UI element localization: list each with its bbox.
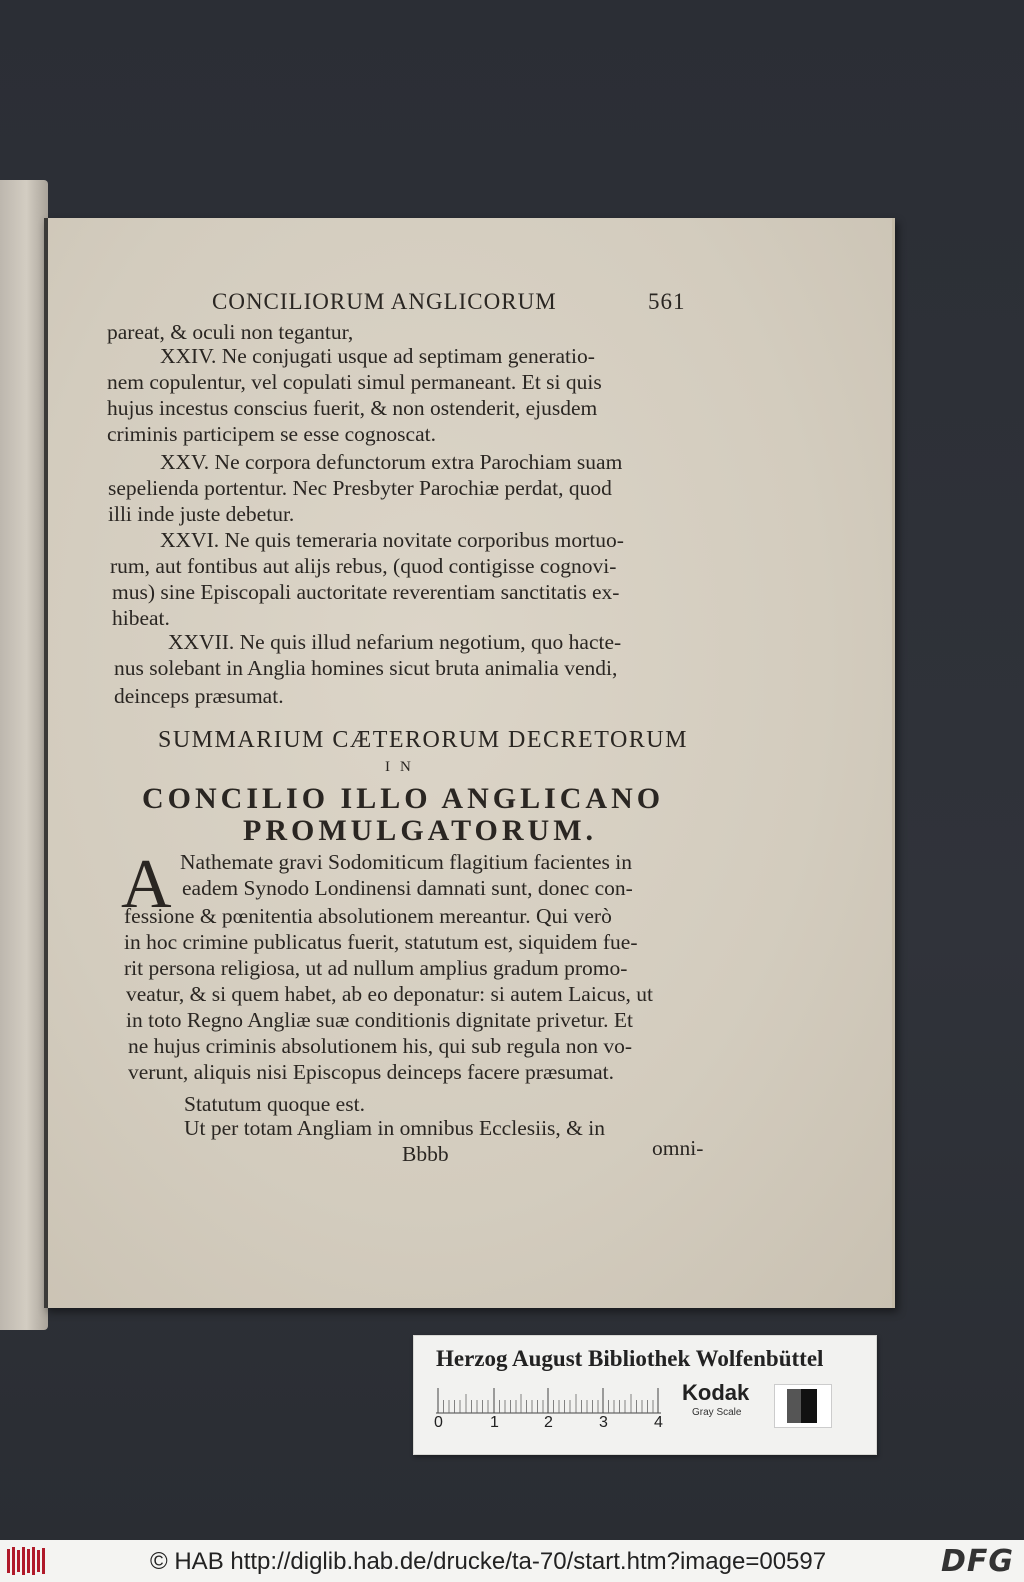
text-line: Ut per totam Angliam in omnibus Ecclesiis, & in — [184, 1116, 605, 1140]
text-line: pareat, & oculi non tegantur, — [107, 320, 354, 344]
text-line: rit persona religiosa, ut ad nullum amplius gradum promo- — [124, 956, 628, 980]
facing-page-edge — [0, 180, 48, 1330]
ruler-label: 0 — [434, 1414, 443, 1431]
text-line: Nathemate gravi Sodomiticum flagitium facientes in — [180, 850, 632, 874]
text-line: mus) sine Episcopali auctoritate reverentiam sanctitatis ex- — [112, 580, 620, 604]
ruler-scale — [436, 1384, 666, 1414]
text-line: hujus incestus conscius fuerit, & non ostenderit, ejusdem — [107, 396, 598, 420]
footer-url: © HAB http://diglib.hab.de/drucke/ta-70/start.htm?image=00597 — [150, 1548, 827, 1575]
text-line: XXVII. Ne quis illud nefarium negotium, quo hacte- — [168, 630, 622, 654]
text-line: nus solebant in Anglia homines sicut bruta animalia vendi, — [114, 656, 618, 680]
drop-cap: A — [121, 846, 172, 923]
text-line: Statutum quoque est. — [184, 1092, 365, 1116]
text-line: illi inde juste debetur. — [108, 502, 295, 526]
section-heading-line-1: SUMMARIUM CÆTERORUM DECRETORUM — [158, 727, 688, 753]
gray-scale-swatch — [774, 1384, 832, 1428]
section-heading-line-3: CONCILIO ILLO ANGLICANO — [142, 782, 665, 815]
text-line: XXVI. Ne quis temeraria novitate corporibus mortuo- — [160, 528, 624, 552]
text-line: XXV. Ne corpora defunctorum extra Parochiam suam — [160, 450, 623, 474]
gray-scale-label: Gray Scale — [692, 1407, 742, 1418]
running-head: CONCILIORUM ANGLICORUM — [212, 289, 557, 314]
section-heading-line-4: PROMULGATORUM. — [243, 814, 598, 847]
text-line: veatur, & si quem habet, ab eo deponatur: si autem Laicus, ut — [126, 982, 653, 1006]
text-line: criminis participem se esse cognoscat. — [107, 422, 436, 446]
text-line: deinceps præsumat. — [114, 684, 284, 708]
kodak-label: Kodak — [682, 1380, 750, 1405]
text-line: in hoc crimine publicatus fuerit, statutum est, siquidem fue- — [124, 930, 638, 954]
dfg-logo: DFG — [940, 1544, 1014, 1579]
page-gutter — [44, 218, 48, 1308]
text-line: eadem Synodo Londinensi damnati sunt, donec con- — [182, 876, 633, 900]
text-line: in toto Regno Angliæ suæ conditionis dignitate privetur. Et — [126, 1008, 634, 1032]
text-line: nem copulentur, vel copulati simul permaneant. Et si quis — [107, 370, 602, 394]
text-line: verunt, aliquis nisi Episcopus deinceps facere præsumat. — [128, 1060, 615, 1084]
text-line: sepelienda portentur. Nec Presbyter Parochiæ perdat, quod — [108, 476, 612, 500]
hab-logo-icon — [6, 1546, 46, 1576]
text-line: XXIV. Ne conjugati usque ad septimam generatio- — [160, 344, 595, 368]
text-line: ne hujus criminis absolutionem his, qui sub regula non vo- — [128, 1034, 633, 1058]
signature-mark: Bbbb — [402, 1142, 449, 1166]
ruler-label: 2 — [544, 1414, 553, 1431]
text-line: fessione & pœnitentia absolutionem mereantur. Qui verò — [124, 904, 612, 928]
ruler-label: 4 — [654, 1414, 663, 1431]
library-color-card — [413, 1335, 877, 1455]
text-line: hibeat. — [112, 606, 170, 630]
ruler-label: 1 — [490, 1414, 499, 1431]
footer-bar — [0, 1540, 1024, 1582]
ruler-label: 3 — [599, 1414, 608, 1431]
page-number: 561 — [648, 289, 686, 314]
section-heading-line-2: IN — [385, 759, 421, 775]
catchword: omni- — [652, 1136, 704, 1160]
text-line: rum, aut fontibus aut alijs rebus, (quod contigisse cognovi- — [110, 554, 617, 578]
library-name: Herzog August Bibliothek Wolfenbüttel — [436, 1346, 824, 1371]
